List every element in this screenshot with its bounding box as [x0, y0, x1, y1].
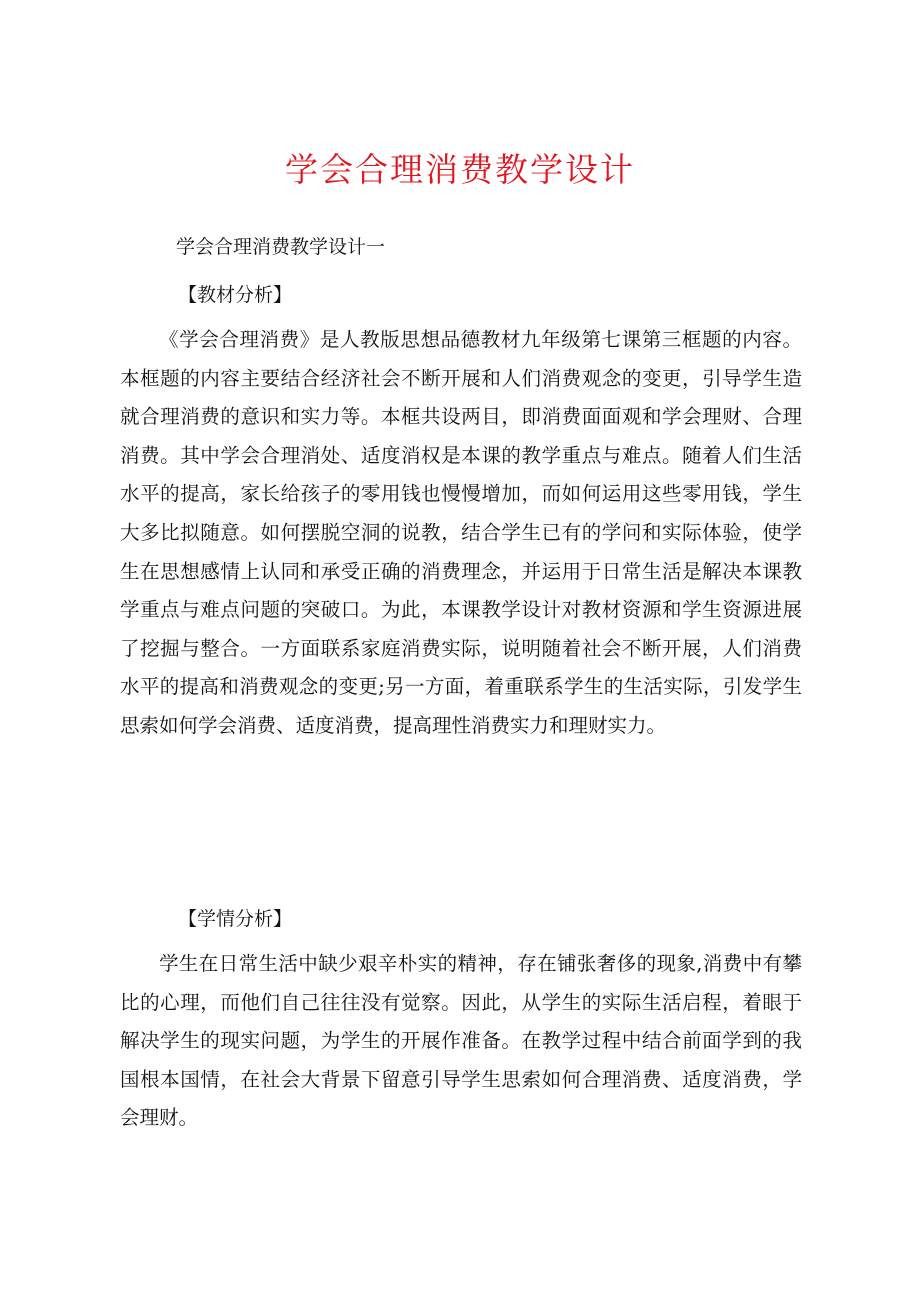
section-paragraph-student-analysis: 学生在日常生活中缺少艰辛朴实的精神，存在铺张奢侈的现象,消费中有攀比的心理，而他们自己往往没有觉察。因此，从学生的实际生活启程，着眼于解决学生的现实问题，为学生的开展作准备。在教学过程中结合前面学到的我国根本国情，在社会大背景下留意引导学生思索如何合理消费、适度消费，学会理财。	[120, 952, 802, 1130]
section-paragraph-textbook-analysis: 《学会合理消费》是人教版思想品德教材九年级第七课第三框题的内容。本框题的内容主要结合经济社会不断开展和人们消费观念的变更，引导学生造就合理消费的意识和实力等。本框共设两目，即消费面面观和学会理财、合理消费。其中学会合理消处、适度消权是本课的教学重点与难点。随着人们生活水平的提高，家长给孩子的零用钱也慢慢增加，而如何运用这些零用钱，学生大多比拟随意。如何摆脱空洞的说教，结合学生已有的学问和实际体验，使学生在思想感情上认同和承受正确的消费理念，并运用于日常生活是解决本课教学重点与难点问题的突破口。为此，本课教学设计对教材资源和学生资源进展了挖掘与整合。一方面联系家庭消费实际，说明随着社会不断开展，人们消费水平的提高和消费观念的变更;另一方面，着重联系学生的生活实际，引发学生思索如何学会消费、适度消费，提高理性消费实力和理财实力。	[120, 328, 802, 737]
section-heading-student-analysis: 【学情分析】	[178, 908, 293, 930]
document-title: 学会合理消费教学设计	[285, 150, 635, 189]
section-heading-textbook-analysis: 【教材分析】	[178, 284, 293, 306]
document-subtitle: 学会合理消费教学设计一	[176, 236, 386, 258]
